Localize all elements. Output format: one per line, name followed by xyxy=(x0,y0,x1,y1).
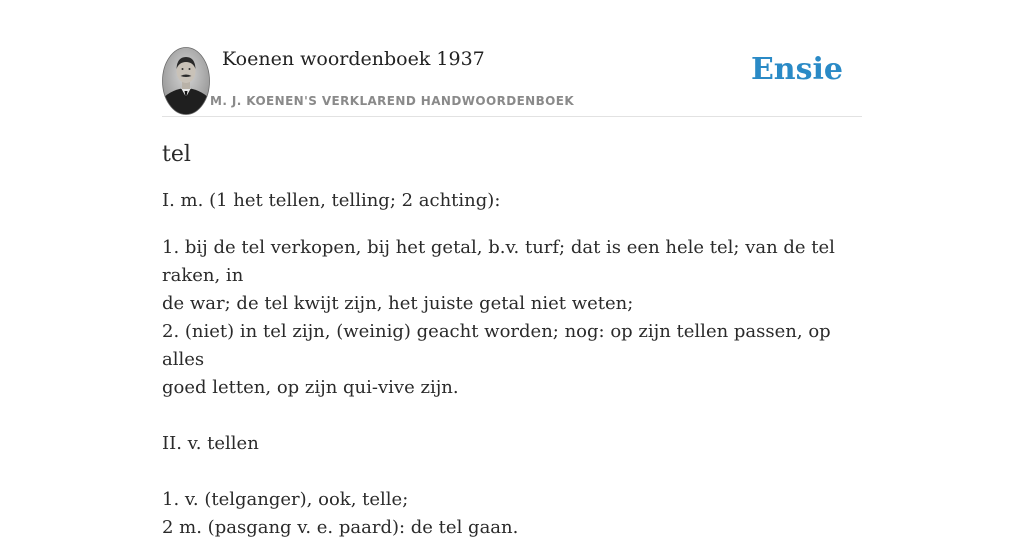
section-2-grammar: II. v. tellen xyxy=(162,433,259,454)
book-title[interactable]: Koenen woordenboek 1937 xyxy=(222,48,485,70)
section-1-grammar: I. m. (1 het tellen, telling; 2 achting): xyxy=(162,190,501,211)
section-1-sense-2-line-2: goed letten, op zijn qui-vive zijn. xyxy=(162,377,459,398)
section-1-sense-1-line-2: de war; de tel kwijt zijn, het juiste getal niet weten; xyxy=(162,293,634,314)
entry-headword: tel xyxy=(162,142,191,167)
book-subtitle: M. J. KOENEN'S VERKLAREND HANDWOORDENBOEK xyxy=(210,94,575,108)
section-1-sense-2-line-1: 2. (niet) in tel zijn, (weinig) geacht worden; nog: op zijn tellen passen, op alles xyxy=(162,321,831,370)
dictionary-entry xyxy=(162,140,862,542)
section-2-sense-1: 1. v. (telganger), ook, telle; xyxy=(162,489,409,510)
dictionary-header xyxy=(162,47,862,117)
portrait-photo-icon xyxy=(162,47,210,115)
section-1-sense-1-line-1: 1. bij de tel verkopen, bij het getal, b.v. turf; dat is een hele tel; van de tel raken, in xyxy=(162,237,835,286)
ensie-logo-link[interactable]: Ensie xyxy=(750,52,843,87)
section-2-sense-2: 2 m. (pasgang v. e. paard): de tel gaan. xyxy=(162,517,519,538)
spacer xyxy=(162,402,862,430)
spacer xyxy=(162,458,862,486)
